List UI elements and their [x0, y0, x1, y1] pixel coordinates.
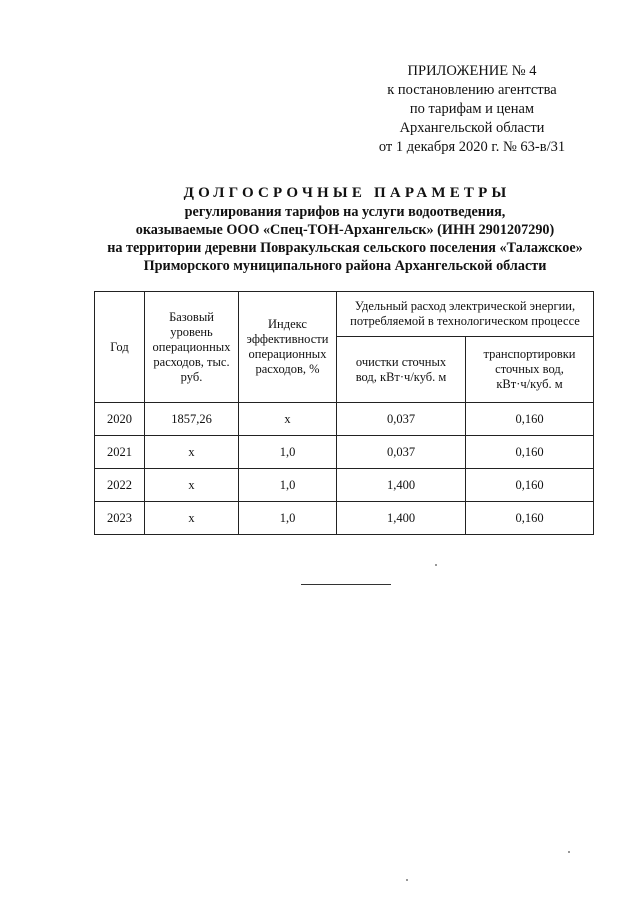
cell-transport: 0,160 — [466, 502, 594, 535]
cell-transport: 0,160 — [466, 469, 594, 502]
scan-speck — [406, 879, 408, 881]
cell-year: 2021 — [95, 436, 145, 469]
table-row — [95, 502, 594, 535]
title-line: Приморского муниципального района Архангельской области — [143, 258, 547, 274]
cell-base-level: x — [145, 502, 239, 535]
appendix-number: ПРИЛОЖЕНИЕ № 4 — [407, 63, 537, 79]
cell-efficiency-index: 1,0 — [239, 502, 337, 535]
table-header-row — [95, 292, 594, 337]
title-line: регулирования тарифов на услуги водоотведения, — [184, 204, 506, 220]
title-main: ДОЛГОСРОЧНЫЕ ПАРАМЕТРЫ — [183, 185, 511, 201]
table-row — [95, 469, 594, 502]
header-year: Год — [95, 292, 145, 403]
cell-treatment: 1,400 — [337, 502, 466, 535]
cell-year: 2020 — [95, 403, 145, 436]
title-line: оказываемые ООО «Спец-ТОН-Архангельск» (ИНН 2901207290) — [135, 222, 555, 238]
document-title — [80, 183, 610, 275]
appendix-header — [372, 62, 572, 157]
header-treatment: очистки сточных вод, кВт·ч/куб. м — [337, 337, 466, 403]
header-efficiency-index: Индекс эффективности операционных расходов, % — [239, 292, 337, 403]
cell-efficiency-index: 1,0 — [239, 469, 337, 502]
appendix-date-number: от 1 декабря 2020 г. № 63-в/31 — [378, 139, 566, 155]
header-energy-consumption: Удельный расход электрической энергии, потребляемой в технологическом процессе — [337, 292, 594, 337]
cell-year: 2022 — [95, 469, 145, 502]
cell-base-level: x — [145, 469, 239, 502]
cell-base-level: 1857,26 — [145, 403, 239, 436]
table-row — [95, 403, 594, 436]
cell-transport: 0,160 — [466, 436, 594, 469]
closing-rule — [301, 584, 391, 585]
parameters-table — [94, 291, 594, 535]
header-base-level: Базовый уровень операционных расходов, тыс. руб. — [145, 292, 239, 403]
scan-speck — [568, 851, 570, 853]
title-line: на территории деревни Повракульская сельского поселения «Талажское» — [107, 240, 583, 256]
cell-treatment: 0,037 — [337, 436, 466, 469]
cell-efficiency-index: x — [239, 403, 337, 436]
table-row — [95, 436, 594, 469]
cell-treatment: 0,037 — [337, 403, 466, 436]
header-transport: транспортировки сточных вод, кВт·ч/куб. м — [466, 337, 594, 403]
cell-transport: 0,160 — [466, 403, 594, 436]
cell-year: 2023 — [95, 502, 145, 535]
appendix-reference-line: по тарифам и ценам — [409, 101, 535, 117]
scan-speck — [435, 564, 437, 566]
cell-efficiency-index: 1,0 — [239, 436, 337, 469]
appendix-reference-line: к постановлению агентства — [387, 82, 557, 98]
cell-base-level: x — [145, 436, 239, 469]
appendix-reference-line: Архангельской области — [399, 120, 545, 136]
cell-treatment: 1,400 — [337, 469, 466, 502]
